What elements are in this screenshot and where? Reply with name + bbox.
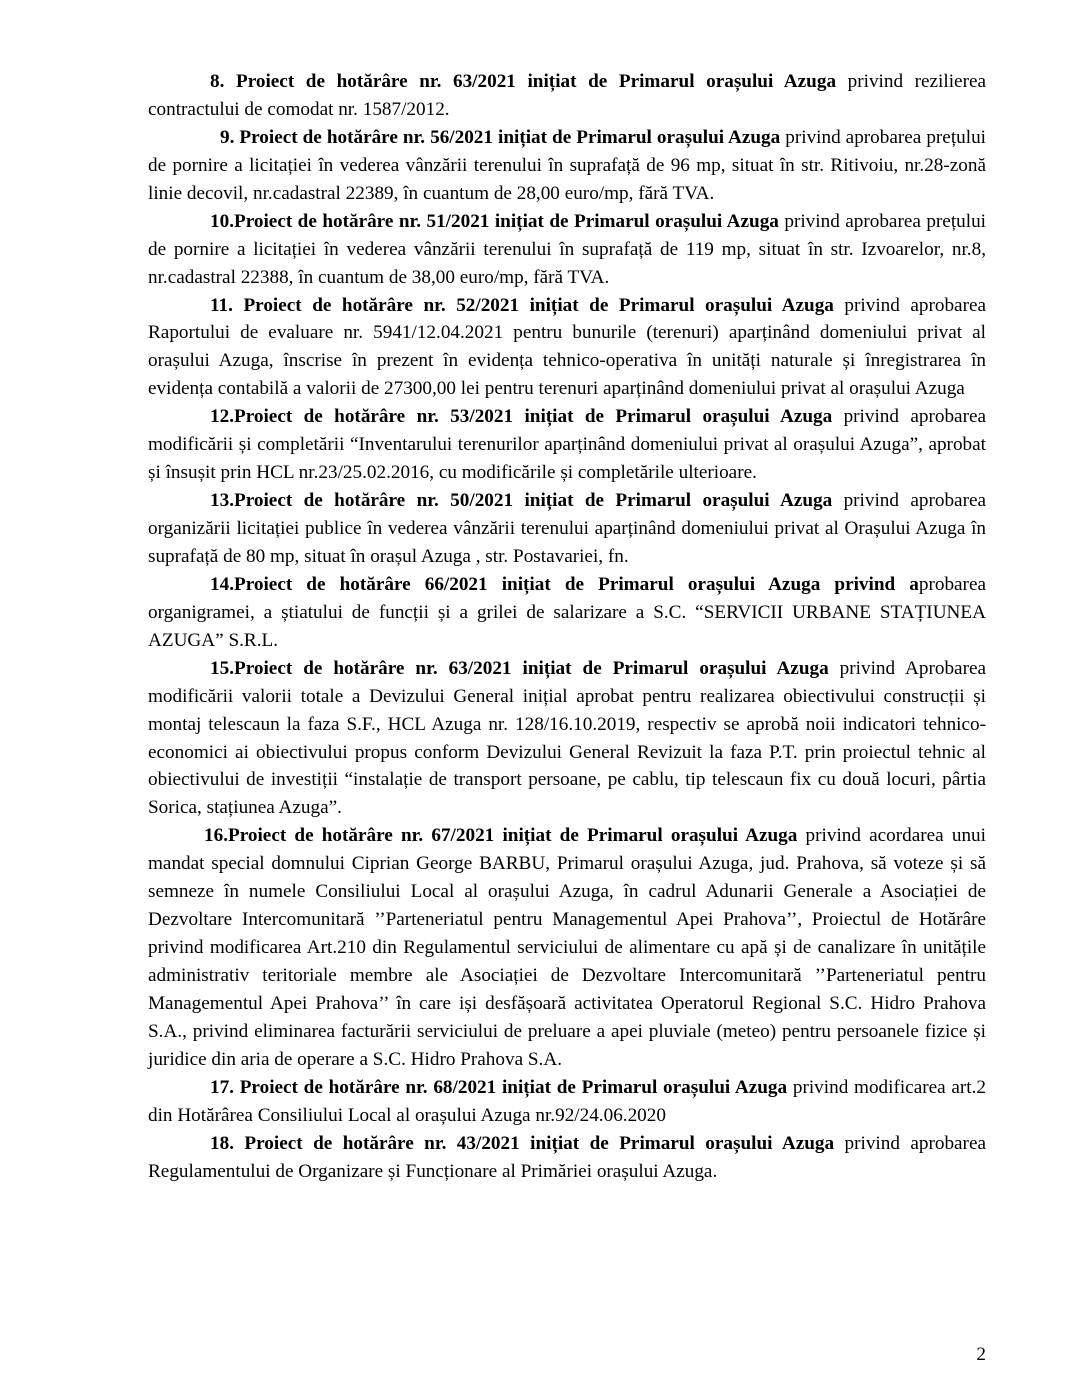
item-text: privind aprobarea Raportului de evaluare nr. 5941/12.04.2021 pentru bunurile (terenuri) aparținând domeniului privat al orașului Azuga, înscrise în prezent în evidența tehnico-operativa în unități naturale și înregistrarea în evidența contabilă a valorii de 27300,00 lei pentru terenuri aparținând domeniului privat al orașului Azuga <box>148 294 986 400</box>
list-item <box>148 1074 986 1130</box>
list-item <box>148 487 986 571</box>
item-text: probarea organigramei, a știatului de funcții și a grilei de salarizare a S.C. “SERVICII URBANE STAȚIUNEA AZUGA” S.R.L. <box>148 573 986 651</box>
list-item <box>148 655 986 823</box>
item-text: privind Aprobarea modificării valorii totale a Devizului General inițial aprobat pentru realizarea obiectivului construcții și montaj telescaun la faza S.F., HCL Azuga nr. 128/16.10.2019, respectiv se aprobă noii indicatori tehnico-economici ai obiectivului propus conform Devizului General Revizuit la faza P.T. prin proiectul tehnic al obiectivului de investiții “instalație de transport persoane, pe cablu, tip telescaun fix cu două locuri, pârtia Sorica, stațiunea Azuga”. <box>148 657 986 819</box>
item-text: privind modificarea art.2 din Hotărârea Consiliului Local al orașului Azuga nr.92/24.06.2020 <box>148 1076 986 1126</box>
list-item <box>148 403 986 487</box>
item-text: privind aprobarea prețului de pornire a licitației în vederea vânzării terenului în suprafață de 119 mp, situat în str. Izvoarelor, nr.8, nr.cadastral 22388, în cuantum de 38,00 euro/mp, fără TVA. <box>148 210 987 288</box>
item-text: privind acordarea unui mandat special domnului Ciprian George BARBU, Primarul orașului Azuga, jud. Prahova, să voteze și să semneze în numele Consiliului Local al orașului Azuga, în cadrul Adunarii Generale a Asociației de Dezvoltare Intercomunitară ’’Parteneriatul pentru Managementul Apei Prahova’’, Proiectul de Hotărâre privind modificarea Art.210 din Regulamentul serviciului de alimentare cu apă și de canalizare în unitățile administrativ teritoriale membre ale Asociației de Dezvoltare Intercomunitară ’’Parteneriatul pentru Managementul Apei Prahova’’ în care iși desfășoară activitatea Operatorul Regional S.C. Hidro Prahova S.A., privind eliminarea facturării serviciului de preluare a apei pluviale (meteo) pentru persoanele fizice și juridice din aria de operare a S.C. Hidro Prahova S.A. <box>148 825 986 1070</box>
list-item <box>148 68 986 124</box>
item-bold-prefix: 12.Proiect de hotărâre nr. 53/2021 inițiat de Primarul orașului Azuga <box>210 406 833 428</box>
item-bold-prefix: 16.Proiect de hotărâre nr. 67/2021 inițiat de Primarul orașului Azuga <box>204 825 798 847</box>
item-bold-prefix: 8. Proiect de hotărâre nr. 63/2021 inițiat de Primarul orașului Azuga <box>210 71 837 92</box>
document-body <box>148 68 986 1186</box>
list-item <box>148 1130 986 1186</box>
item-text: privind aprobarea modificării și completării “Inventarului terenurilor aparținând domeniului privat al orașului Azuga”, aprobat și însușit prin HCL nr.23/25.02.2016, cu modificările și completările ulterioare. <box>148 406 986 484</box>
item-text: privind aprobarea prețului de pornire a licitației în vederea vânzării terenului în suprafață de 96 mp, situat în str. Ritivoiu, nr.28-zonă linie decovil, nr.cadastral 22389, în cuantum de 28,00 euro/mp, fără TVA. <box>148 126 986 204</box>
item-bold-prefix: 17. Proiect de hotărâre nr. 68/2021 inițiat de Primarul orașului Azuga <box>210 1076 788 1098</box>
list-item <box>148 571 986 655</box>
item-bold-prefix: 10.Proiect de hotărâre nr. 51/2021 inițiat de Primarul orașului Azuga <box>210 210 779 232</box>
page-number: 2 <box>976 1343 986 1365</box>
list-item <box>148 208 986 292</box>
list-item <box>148 124 986 208</box>
list-item <box>148 292 986 404</box>
item-bold-prefix: 18. Proiect de hotărâre nr. 43/2021 inițiat de Primarul orașului Azuga <box>210 1132 835 1154</box>
item-bold-prefix: 11. Proiect de hotărâre nr. 52/2021 inițiat de Primarul orașului Azuga <box>210 294 834 316</box>
item-text: privind aprobarea organizării licitației publice în vederea vânzării terenului aparținând domeniului privat al Orașului Azuga în suprafață de 80 mp, situat în orașul Azuga , str. Postavariei, fn. <box>148 490 986 567</box>
item-bold-prefix: 13.Proiect de hotărâre nr. 50/2021 inițiat de Primarul orașului Azuga <box>210 490 833 512</box>
item-bold-prefix: 9. Proiect de hotărâre nr. 56/2021 inițiat de Primarul orașului Azuga <box>220 126 781 148</box>
item-bold-prefix: 14.Proiect de hotărâre 66/2021 inițiat de Primarul orașului Azuga privind a <box>210 573 919 595</box>
item-text: privind rezilierea contractului de comodat nr. 1587/2012. <box>148 71 986 120</box>
item-text: privind aprobarea Regulamentului de Organizare și Funcționare al Primăriei orașului Azuga. <box>148 1132 986 1182</box>
list-item <box>148 822 986 1073</box>
item-bold-prefix: 15.Proiect de hotărâre nr. 63/2021 inițiat de Primarul orașului Azuga <box>210 657 829 679</box>
